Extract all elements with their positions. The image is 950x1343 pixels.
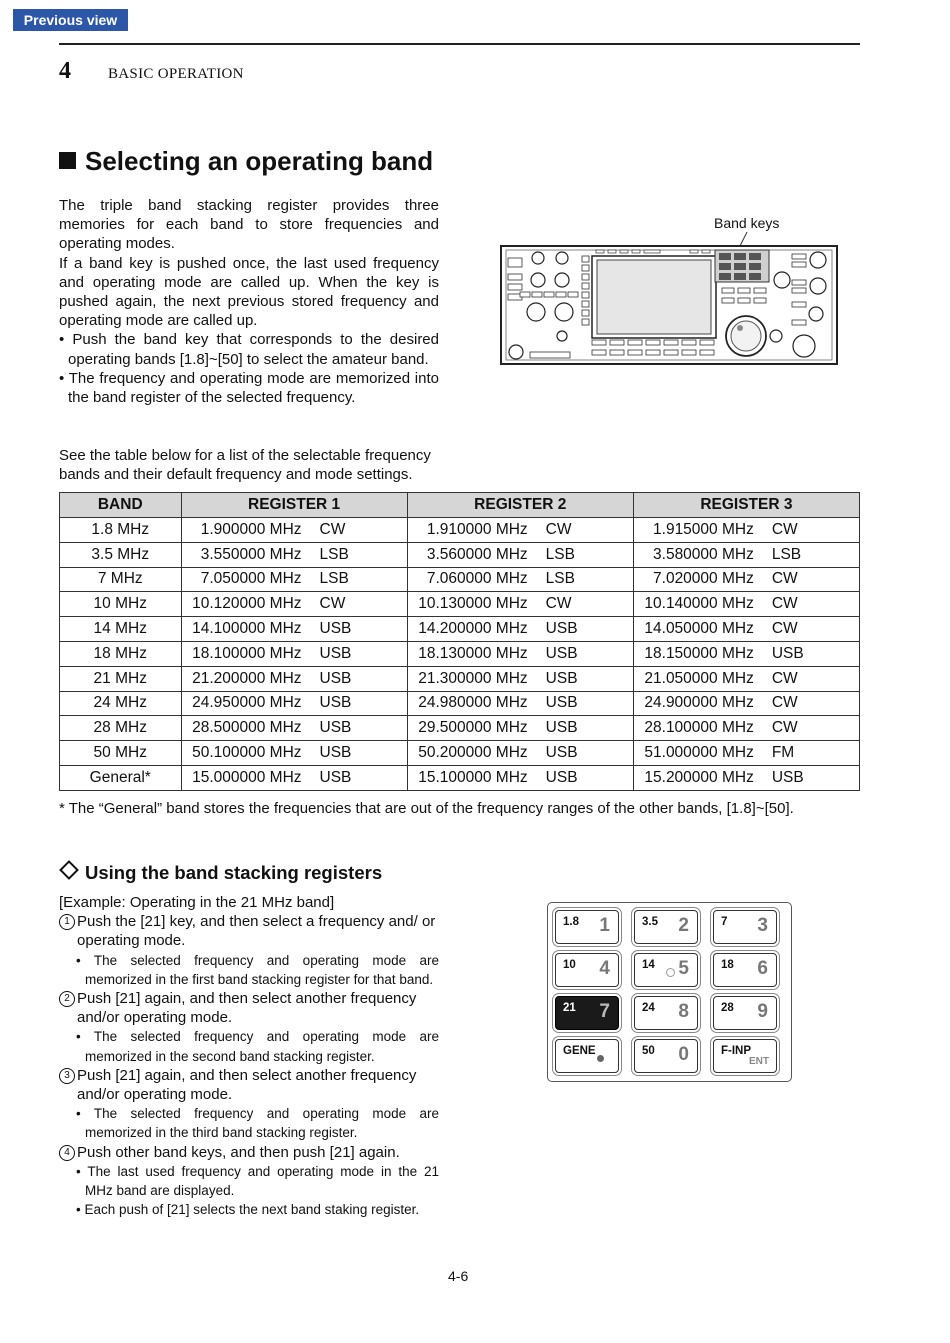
band-cell: 21 MHz — [60, 666, 182, 691]
step-note: • The selected frequency and operating mode are memorized in the third band stacking register. — [76, 1106, 439, 1141]
register-1-cell — [181, 765, 407, 790]
frequency-value: 28.100000 MHz — [644, 719, 754, 737]
band-key-label: 50 — [642, 1045, 655, 1057]
band-register-table — [59, 492, 860, 791]
band-key-label: 24 — [642, 1002, 655, 1014]
table-footnote: * The “General” band stores the frequencies that are out of the frequency ranges of the other bands, [1.8]~[50]. — [59, 800, 794, 817]
mode-value: LSB — [771, 545, 802, 563]
band-key-24 — [634, 996, 698, 1030]
band-key-label: 14 — [642, 959, 655, 971]
band-key-f-inp — [713, 1039, 777, 1073]
frequency-value: 18.150000 MHz — [644, 644, 754, 662]
mode-value: CW — [545, 595, 572, 613]
step-text: Push the [21] key, and then select a frequency and/ or operating mode. — [77, 913, 436, 950]
band-key-10 — [555, 953, 619, 987]
register-3-cell — [633, 691, 859, 716]
step-note: • The selected frequency and operating mode are memorized in the second band stacking register. — [76, 1029, 439, 1064]
page-number: 4-6 — [448, 1268, 469, 1284]
mode-value: USB — [319, 768, 352, 786]
register-3-cell — [633, 641, 859, 666]
intro-bullet: • Push the band key that corresponds to the desired operating bands [1.8]~[50] to select the amateur band. — [59, 331, 439, 368]
frequency-value: 10.120000 MHz — [192, 595, 302, 613]
key-digit: 8 — [678, 1001, 689, 1022]
table-row — [60, 518, 860, 543]
register-2-cell — [407, 518, 633, 543]
example-label: [Example: Operating in the 21 MHz band] — [59, 894, 335, 911]
mode-value: CW — [545, 520, 572, 538]
table-row — [60, 592, 860, 617]
intro-paragraph: The triple band stacking register provides three memories for each band to store frequencies and operating modes. — [59, 197, 439, 253]
register-2-cell — [407, 641, 633, 666]
header-register-1: REGISTER 1 — [181, 493, 407, 518]
mode-value: USB — [545, 644, 578, 662]
step-note: • The last used frequency and operating mode in the 21 MHz band are displayed. — [76, 1163, 439, 1199]
mode-value: CW — [771, 620, 798, 638]
mode-value: CW — [319, 520, 346, 538]
mode-value: USB — [319, 744, 352, 762]
key-digit: 5 — [678, 958, 689, 979]
register-3-cell — [633, 741, 859, 766]
band-key-label: F-INP — [721, 1045, 752, 1057]
frequency-value: 24.980000 MHz — [418, 694, 528, 712]
band-key-gene — [555, 1039, 619, 1073]
frequency-value: 1.915000 MHz — [653, 520, 754, 538]
key-digit: 1 — [599, 915, 610, 936]
table-row — [60, 641, 860, 666]
table-row — [60, 567, 860, 592]
band-key-label: 7 — [721, 916, 728, 928]
step-note: • Each push of [21] selects the next band staking register. — [76, 1202, 420, 1218]
previous-view-button[interactable]: Previous view — [13, 9, 128, 31]
register-1-cell — [181, 641, 407, 666]
frequency-value: 14.050000 MHz — [644, 620, 754, 638]
register-2-cell — [407, 567, 633, 592]
band-key-50 — [634, 1039, 698, 1073]
band-cell: 7 MHz — [60, 567, 182, 592]
frequency-value: 51.000000 MHz — [644, 744, 754, 762]
key-digit: 7 — [599, 1001, 610, 1022]
diamond-icon — [59, 860, 79, 880]
key-digit: 0 — [678, 1044, 689, 1065]
mode-value: CW — [771, 719, 798, 737]
band-key-label: 3.5 — [642, 916, 658, 928]
register-3-cell — [633, 542, 859, 567]
header-rule — [59, 43, 860, 45]
frequency-value: 50.200000 MHz — [418, 744, 528, 762]
key-digit: 9 — [757, 1001, 768, 1022]
table-row — [60, 765, 860, 790]
step-item — [59, 912, 439, 950]
mode-value: CW — [319, 595, 346, 613]
register-2-cell — [407, 691, 633, 716]
frequency-value: 21.200000 MHz — [192, 669, 302, 687]
table-intro-text: See the table below for a list of the selectable frequency bands and their default frequency and mode settings. — [59, 447, 431, 484]
frequency-value: 10.130000 MHz — [418, 595, 528, 613]
transceiver-front-panel-illustration — [500, 232, 840, 368]
register-3-cell — [633, 518, 859, 543]
register-1-cell — [181, 592, 407, 617]
frequency-value: 29.500000 MHz — [418, 719, 528, 737]
register-1-cell — [181, 542, 407, 567]
frequency-value: 15.100000 MHz — [418, 768, 528, 786]
band-key-label: 1.8 — [563, 916, 579, 928]
frequency-value: 18.100000 MHz — [192, 644, 302, 662]
step-number: 1 — [59, 914, 75, 930]
band-key-1-8 — [555, 910, 619, 944]
section-title — [59, 146, 433, 177]
table-row — [60, 666, 860, 691]
mode-value: USB — [545, 620, 578, 638]
table-header-row — [60, 493, 860, 518]
register-3-cell — [633, 592, 859, 617]
band-key-label: 21 — [563, 1002, 576, 1014]
register-2-cell — [407, 542, 633, 567]
step-number: 2 — [59, 991, 75, 1007]
mode-value: USB — [319, 694, 352, 712]
frequency-value: 3.580000 MHz — [653, 545, 754, 563]
mode-value: USB — [319, 669, 352, 687]
mode-value: LSB — [545, 545, 575, 563]
step-item — [59, 989, 439, 1027]
band-cell: 28 MHz — [60, 716, 182, 741]
mode-value: CW — [771, 570, 798, 588]
key-digit: 6 — [757, 958, 768, 979]
frequency-value: 50.100000 MHz — [192, 744, 302, 762]
frequency-value: 7.050000 MHz — [200, 570, 302, 588]
register-3-cell — [633, 567, 859, 592]
register-2-cell — [407, 741, 633, 766]
band-key-label: 18 — [721, 959, 734, 971]
mode-value: LSB — [319, 570, 349, 588]
mode-value: USB — [319, 719, 352, 737]
chapter-number: 4 — [59, 58, 71, 84]
band-key-14 — [634, 953, 698, 987]
intro-bullet: • The frequency and operating mode are memorized into the band register of the selected frequency. — [59, 369, 439, 407]
mode-value: LSB — [545, 570, 575, 588]
register-1-cell — [181, 567, 407, 592]
register-1-cell — [181, 518, 407, 543]
band-key-label: GENE — [563, 1045, 596, 1057]
mode-value: USB — [545, 669, 578, 687]
band-keys-label: Band keys — [714, 215, 780, 231]
mode-value: USB — [545, 744, 578, 762]
register-2-cell — [407, 716, 633, 741]
step-text: Push other band keys, and then push [21] again. — [77, 1143, 400, 1161]
band-cell: 24 MHz — [60, 691, 182, 716]
register-2-cell — [407, 666, 633, 691]
band-key-28 — [713, 996, 777, 1030]
frequency-value: 15.000000 MHz — [192, 768, 302, 786]
step-number: 3 — [59, 1068, 75, 1084]
register-1-cell — [181, 741, 407, 766]
band-key-7 — [713, 910, 777, 944]
frequency-value: 1.900000 MHz — [200, 520, 302, 538]
frequency-value: 24.900000 MHz — [644, 694, 754, 712]
mode-value: CW — [771, 669, 798, 687]
frequency-value: 1.910000 MHz — [426, 520, 528, 538]
section-title-text: Selecting an operating band — [85, 146, 434, 176]
register-1-cell — [181, 716, 407, 741]
mode-value: USB — [319, 620, 352, 638]
frequency-value: 14.200000 MHz — [418, 620, 528, 638]
frequency-value: 21.300000 MHz — [418, 669, 528, 687]
mode-value: USB — [771, 644, 804, 662]
band-cell: 3.5 MHz — [60, 542, 182, 567]
band-cell: 1.8 MHz — [60, 518, 182, 543]
dot-icon — [597, 1055, 604, 1062]
band-key-label: 28 — [721, 1002, 734, 1014]
step-item — [59, 1143, 439, 1162]
table-row — [60, 617, 860, 642]
band-cell: 10 MHz — [60, 592, 182, 617]
key-digit: 2 — [678, 915, 689, 936]
mode-value: USB — [545, 768, 578, 786]
band-key-18 — [713, 953, 777, 987]
mode-value: CW — [771, 595, 798, 613]
frequency-value: 3.550000 MHz — [200, 545, 302, 563]
step-item — [59, 1066, 439, 1104]
register-3-cell — [633, 666, 859, 691]
frequency-value: 15.200000 MHz — [644, 768, 754, 786]
step-number: 4 — [59, 1145, 75, 1161]
header-band: BAND — [60, 493, 182, 518]
key-sub-label: ENT — [749, 1056, 769, 1067]
band-cell: General* — [60, 765, 182, 790]
chapter-title: BASIC OPERATION — [108, 66, 244, 82]
band-key-21 — [555, 996, 619, 1030]
band-cell: 18 MHz — [60, 641, 182, 666]
table-row — [60, 691, 860, 716]
table-row — [60, 716, 860, 741]
register-1-cell — [181, 617, 407, 642]
mode-value: LSB — [319, 545, 349, 563]
register-3-cell — [633, 765, 859, 790]
register-2-cell — [407, 592, 633, 617]
register-3-cell — [633, 617, 859, 642]
subsection-title — [59, 862, 382, 884]
intro-paragraph: If a band key is pushed once, the last used frequency and operating mode are called up. When the key is pushed again, the next previous stored frequency and operating mode are called up. — [59, 254, 439, 330]
band-cell: 50 MHz — [60, 741, 182, 766]
step-note: • The selected frequency and operating mode are memorized in the first band stacking register for that band. — [76, 952, 439, 987]
mode-value: USB — [545, 719, 578, 737]
register-1-cell — [181, 691, 407, 716]
frequency-value: 14.100000 MHz — [192, 620, 302, 638]
band-key-label: 10 — [563, 959, 576, 971]
table-row — [60, 542, 860, 567]
frequency-value: 7.020000 MHz — [653, 570, 754, 588]
header-register-3: REGISTER 3 — [633, 493, 859, 518]
register-3-cell — [633, 716, 859, 741]
mode-value: CW — [771, 694, 798, 712]
frequency-value: 24.950000 MHz — [192, 694, 302, 712]
band-cell: 14 MHz — [60, 617, 182, 642]
step-text: Push [21] again, and then select another frequency and/or operating mode. — [77, 990, 417, 1027]
subsection-title-text: Using the band stacking registers — [85, 862, 383, 883]
header-register-2: REGISTER 2 — [407, 493, 633, 518]
register-2-cell — [407, 617, 633, 642]
step-text: Push [21] again, and then select another frequency and/or operating mode. — [77, 1066, 417, 1104]
register-2-cell — [407, 765, 633, 790]
steps-list — [59, 893, 439, 1219]
frequency-value: 18.130000 MHz — [418, 644, 528, 662]
mode-value: USB — [545, 694, 578, 712]
frequency-value: 10.140000 MHz — [644, 595, 754, 613]
key-digit: 3 — [757, 915, 768, 936]
register-1-cell — [181, 666, 407, 691]
table-row — [60, 741, 860, 766]
mode-value: USB — [771, 768, 804, 786]
square-bullet-icon — [59, 152, 76, 169]
band-keypad-illustration — [547, 902, 792, 1082]
mode-value: CW — [771, 520, 798, 538]
frequency-value: 3.560000 MHz — [426, 545, 528, 563]
intro-text — [59, 196, 439, 407]
mode-value: USB — [319, 644, 352, 662]
key-digit: 4 — [599, 958, 610, 979]
tactile-dot-icon — [666, 968, 675, 977]
frequency-value: 28.500000 MHz — [192, 719, 302, 737]
frequency-value: 21.050000 MHz — [644, 669, 754, 687]
mode-value: FM — [771, 744, 795, 762]
band-key-3-5 — [634, 910, 698, 944]
frequency-value: 7.060000 MHz — [426, 570, 528, 588]
